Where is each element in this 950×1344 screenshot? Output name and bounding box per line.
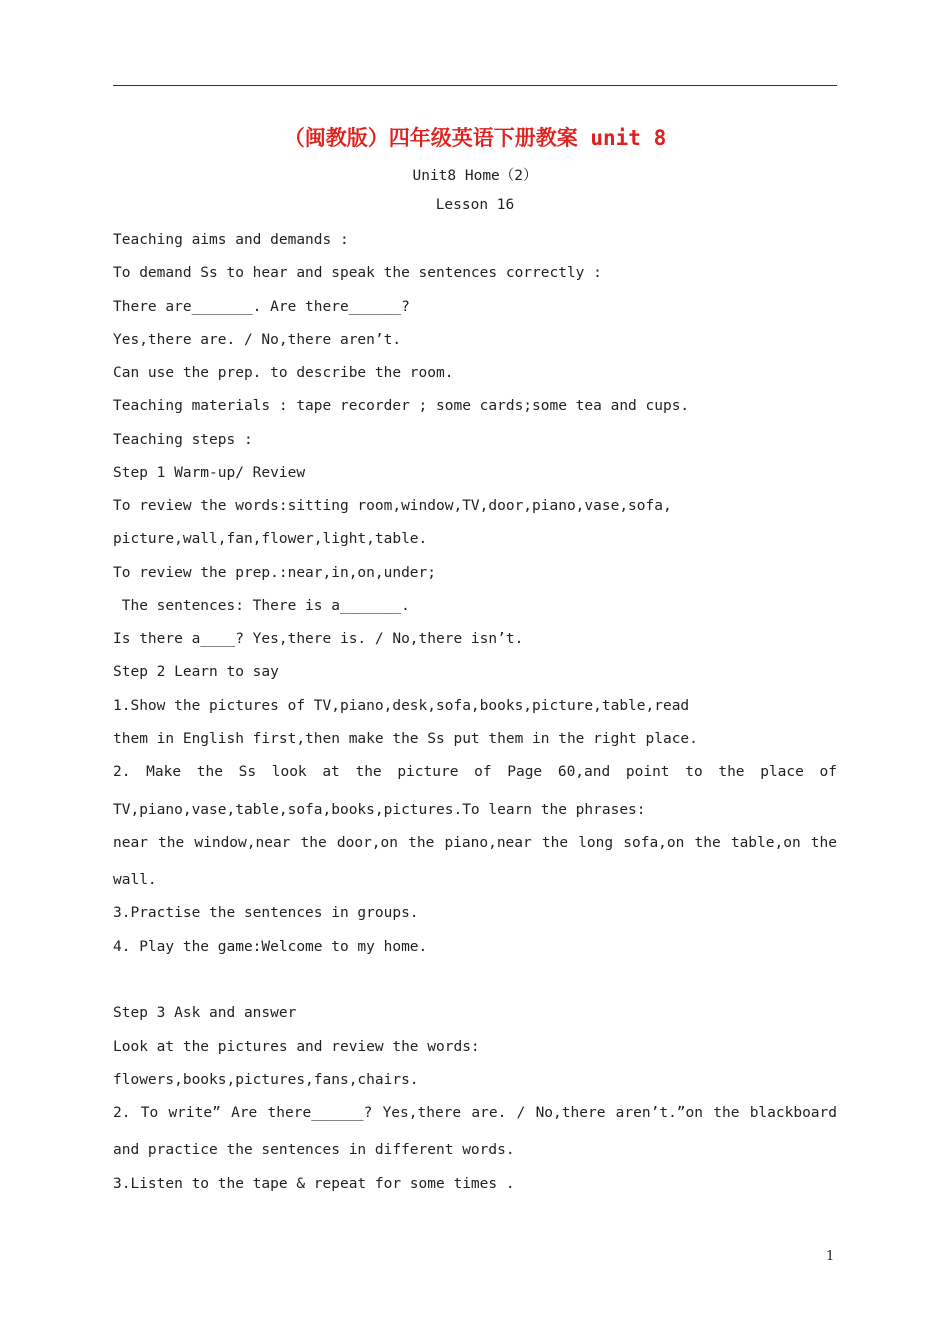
text-line: picture,wall,fan,flower,light,table. xyxy=(113,531,428,547)
text-line: near the window,near the door,on the piano,near the long sofa,on the table,on the xyxy=(113,835,837,851)
text-line: 2. To write” Are there______? Yes,there are. / No,there aren’t.”on the blackboard xyxy=(113,1105,837,1121)
text-line: Teaching steps : xyxy=(113,432,253,448)
text-line: Step 1 Warm-up/ Review xyxy=(113,465,306,481)
text-line: Step 3 Ask and answer xyxy=(113,1005,297,1021)
text-line: TV,piano,vase,table,sofa,books,pictures.To learn the phrases: xyxy=(113,802,646,818)
text-line: and practice the sentences in different words. xyxy=(113,1142,515,1158)
text-line: Is there a____? Yes,there is. / No,there isn’t. xyxy=(113,631,524,647)
header-rule xyxy=(113,85,837,86)
text-line: Can use the prep. to describe the room. xyxy=(113,365,454,381)
document-title: （闽教版）四年级英语下册教案 unit 8 xyxy=(283,126,667,150)
text-line: To review the words:sitting room,window,TV,door,piano,vase,sofa, xyxy=(113,498,672,514)
text-line: There are_______. Are there______? xyxy=(113,299,410,315)
text-line: Look at the pictures and review the words: xyxy=(113,1039,480,1055)
text-line: 3.Practise the sentences in groups. xyxy=(113,905,419,921)
lesson-label: Lesson 16 xyxy=(435,197,515,213)
text-line: wall. xyxy=(113,872,157,888)
text-line: 3.Listen to the tape & repeat for some times . xyxy=(113,1176,515,1192)
unit-subtitle: Unit8 Home（2） xyxy=(412,168,538,184)
text-line: them in English first,then make the Ss put them in the right place. xyxy=(113,731,698,747)
page-number: 1 xyxy=(826,1249,835,1264)
text-line: To demand Ss to hear and speak the sentences correctly : xyxy=(113,265,602,281)
text-line: To review the prep.:near,in,on,under; xyxy=(113,565,437,581)
text-line: Teaching aims and demands : xyxy=(113,232,349,248)
text-line: Yes,there are. / No,there aren’t. xyxy=(113,332,402,348)
text-line: Teaching materials : tape recorder ; some cards;some tea and cups. xyxy=(113,398,690,414)
text-line: 1.Show the pictures of TV,piano,desk,sofa,books,picture,table,read xyxy=(113,698,690,714)
text-line: The sentences: There is a_______. xyxy=(113,598,410,614)
text-line: 2. Make the Ss look at the picture of Page 60,and point to the place of xyxy=(113,764,837,780)
text-line: 4. Play the game:Welcome to my home. xyxy=(113,939,428,955)
text-line: flowers,books,pictures,fans,chairs. xyxy=(113,1072,419,1088)
text-line: Step 2 Learn to say xyxy=(113,664,279,680)
